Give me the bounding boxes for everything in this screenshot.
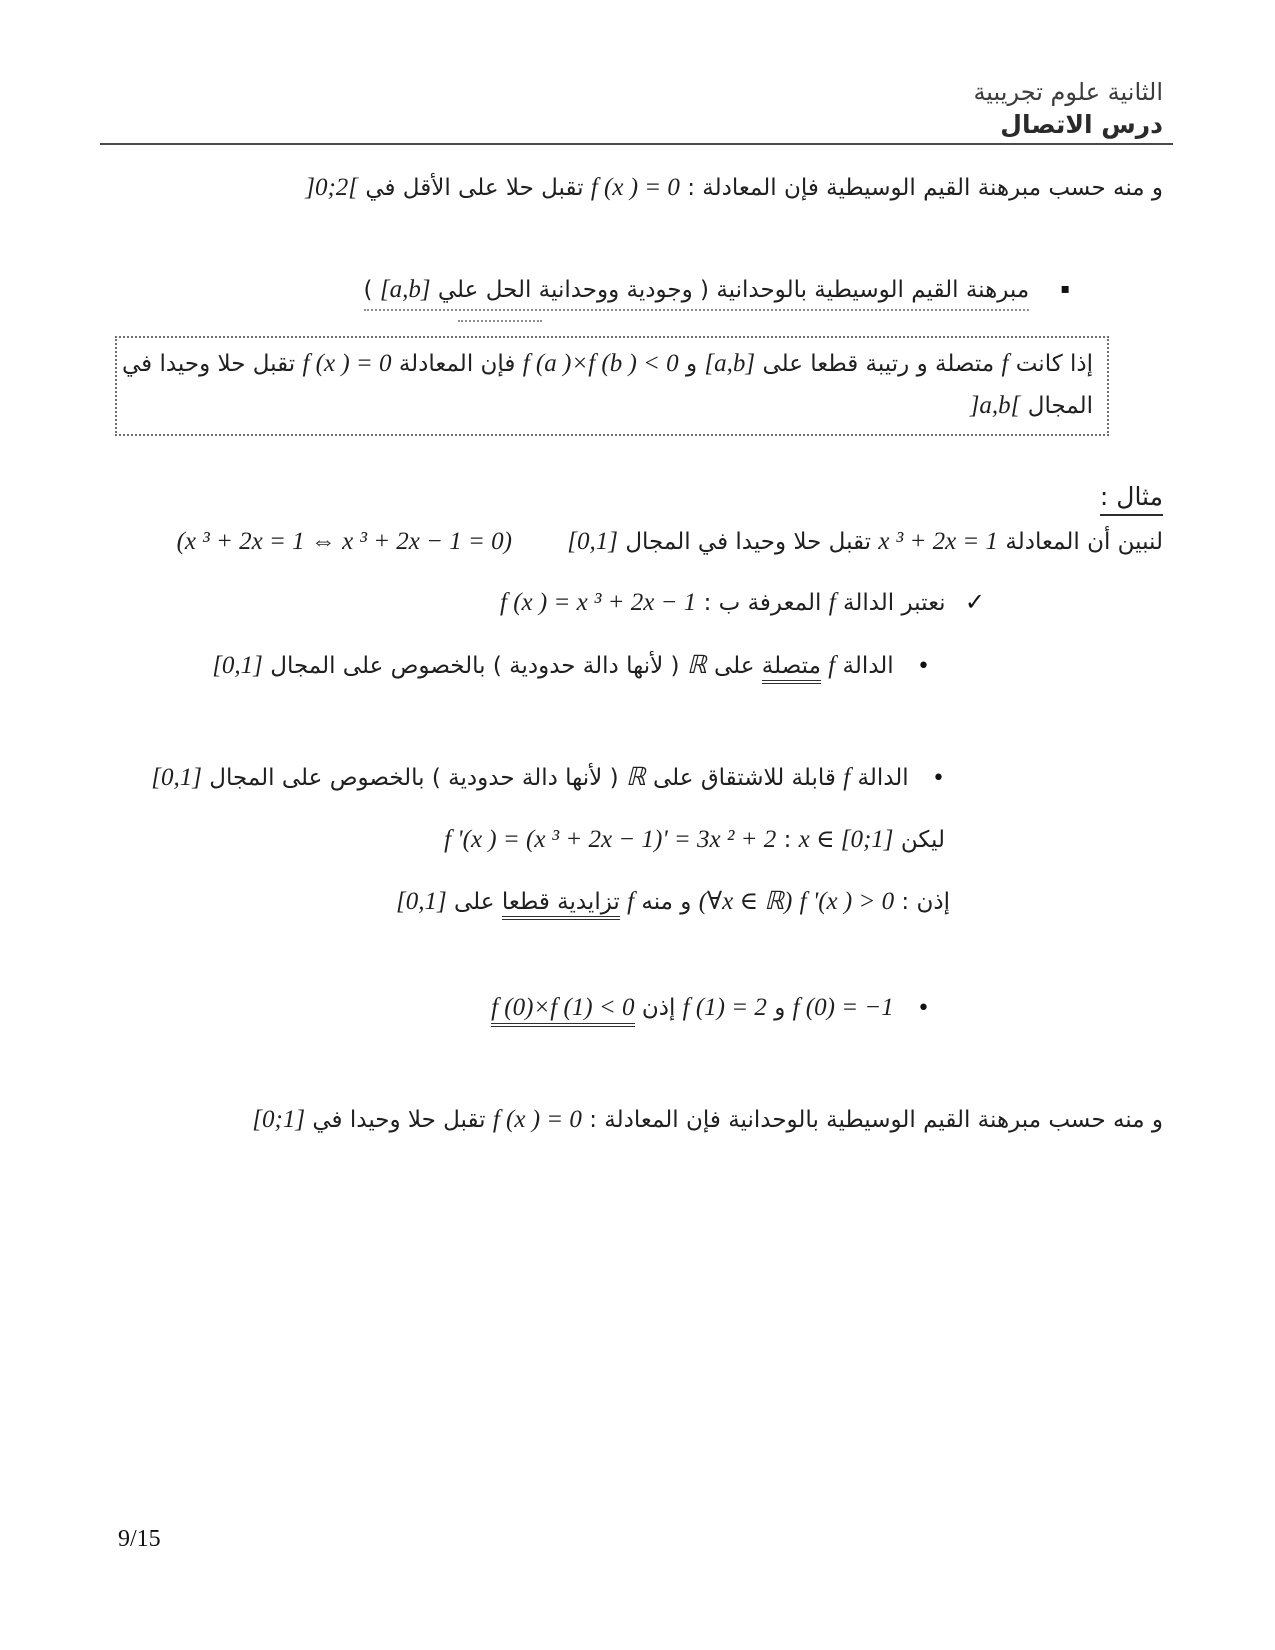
equation-fx0: f (x ) = 0 <box>590 174 680 201</box>
derivative-positive: f '(x ) > 0 <box>799 888 895 915</box>
so-word: إذن : <box>901 889 950 915</box>
ivt-atleast-after: تقبل حلا على الأقل في <box>365 175 584 201</box>
consider-f: f <box>828 589 836 616</box>
box-and: و <box>685 351 698 377</box>
box-then: فإن المعادلة <box>398 351 516 377</box>
monotony-f: f <box>627 888 635 915</box>
continuity-f: f <box>828 652 836 679</box>
consider-definition: f (x ) = x ³ + 2x − 1 <box>500 589 697 616</box>
theorem-name: مبرهنة القيم الوسيطية بالوحدانية <box>716 277 1030 303</box>
box-open-interval-ab: ]a,b[ <box>969 392 1021 419</box>
round-bullet-icon: • <box>917 654 930 679</box>
real-numbers-symbol: ℝ <box>686 652 707 679</box>
derivability-bullet-line <box>151 762 945 792</box>
interval-0-2-open: ]0;2[ <box>305 174 359 201</box>
header-lesson-title: درس الاتصال <box>1000 110 1163 139</box>
continuity-label: الدالة <box>842 653 894 679</box>
ivt-atleast-before: و منه حسب مبرهنة القيم الوسيطية فإن المعادلة : <box>687 175 1163 201</box>
theorem-box-line2 <box>131 388 1093 424</box>
box-if: إذا كانت <box>1015 351 1093 377</box>
theorem-paren-close: ) <box>363 277 373 303</box>
real-numbers-symbol: ℝ <box>625 764 646 791</box>
box-interval-ab: [a,b] <box>704 350 756 377</box>
continuity-on: على <box>713 653 755 679</box>
hence-words: و منه <box>641 889 692 915</box>
box-f: f <box>1001 350 1009 377</box>
strictly-increasing-underlined: تزايدية قطعا <box>502 889 620 920</box>
derivability-reason: ( لأنها دالة حدودية ) بالخصوص على المجال <box>209 765 619 791</box>
derivability-f: f <box>843 764 851 791</box>
equivalence-remark: (x ³ + 2x = 1 ⇔ x ³ + 2x − 1 = 0) <box>176 528 512 555</box>
let-word: ليكن <box>900 827 945 853</box>
page-number: 9/15 <box>118 1526 161 1552</box>
conclusion-equation: f (x ) = 0 <box>492 1106 582 1133</box>
forall-x-in-R: (∀x ∈ ℝ) <box>698 888 793 915</box>
continuity-bullet-line <box>212 650 930 680</box>
goal-interval-01: [0,1] <box>567 528 619 555</box>
example-goal-line <box>177 528 1163 556</box>
continuity-interval: [0,1] <box>212 652 263 679</box>
header-rule <box>100 143 1173 145</box>
monotony-interval: [0,1] <box>395 888 447 915</box>
ivt-atleast-line <box>305 174 1163 202</box>
derivative-line <box>444 824 945 854</box>
theorem-box <box>115 336 1109 436</box>
derivative-equation: f '(x ) = (x ³ + 2x − 1)' = 3x ² + 2 <box>444 826 777 853</box>
conclusion-interval: [0;1] <box>252 1106 306 1133</box>
interval-ab-closed: [a,b] <box>379 276 431 303</box>
on-word: على <box>454 889 495 915</box>
colon-separator: : <box>783 827 792 853</box>
box-continuous: متصلة و رتيبة قطعا على <box>762 351 995 377</box>
continuity-reason: ( لأنها دالة حدودية ) بالخصوص على المجال <box>270 653 680 679</box>
x-in-interval: x ∈ [0;1] <box>798 826 894 853</box>
f-of-1-value: f (1) = 2 <box>682 994 767 1021</box>
sign-change-bullet-line <box>491 994 930 1027</box>
goal-equation: x ³ + 2x = 1 <box>878 528 999 555</box>
conclusion-before: و منه حسب مبرهنة القيم الوسيطية بالوحدانية فإن المعادلة : <box>589 1107 1163 1133</box>
monotony-line <box>396 886 950 916</box>
product-negative-underlined: f (0)×f (1) < 0 <box>491 994 634 1027</box>
theorem-title-text <box>364 277 1030 311</box>
goal-before: لنبين أن المعادلة <box>1005 529 1163 555</box>
continuity-underlined-word: متصلة <box>762 653 821 684</box>
box-domain-word: المجال <box>1027 393 1093 419</box>
and-word: و <box>774 995 786 1021</box>
consider-function-line <box>500 588 985 617</box>
dotted-underline-fragment <box>458 320 542 322</box>
checkmark-icon: ✓ <box>964 588 985 616</box>
round-bullet-icon: • <box>932 766 945 791</box>
header-grade: الثانية علوم تجريبية <box>973 78 1163 106</box>
consider-after: المعرفة ب : <box>703 590 822 616</box>
example-title <box>1100 482 1163 511</box>
square-bullet-icon: ▪ <box>1060 281 1070 297</box>
conclusion-after: تقبل حلا وحيدا في <box>312 1107 486 1133</box>
conclusion-line <box>252 1106 1163 1134</box>
derivability-text: قابلة للاشتقاق على <box>653 765 836 791</box>
f-of-0-value: f (0) = −1 <box>792 994 894 1021</box>
derivability-interval: [0,1] <box>151 764 202 791</box>
theorem-paren-open: ( وجودية ووحدانية الحل علي <box>437 277 710 303</box>
example-title-text: مثال : <box>1100 482 1163 516</box>
derivability-label: الدالة <box>857 765 909 791</box>
box-accepts: تقبل حلا وحيدا في <box>121 351 296 377</box>
consider-before: نعتبر الدالة <box>842 590 946 616</box>
box-product-condition: f (a )×f (b ) < 0 <box>522 350 679 377</box>
box-equation-fx0: f (x ) = 0 <box>302 350 392 377</box>
theorem-box-line1 <box>121 346 1093 382</box>
goal-after: تقبل حلا وحيدا في المجال <box>625 529 872 555</box>
theorem-title-line <box>364 276 1070 304</box>
round-bullet-icon: • <box>917 996 930 1021</box>
so-word: إذن <box>641 995 676 1021</box>
